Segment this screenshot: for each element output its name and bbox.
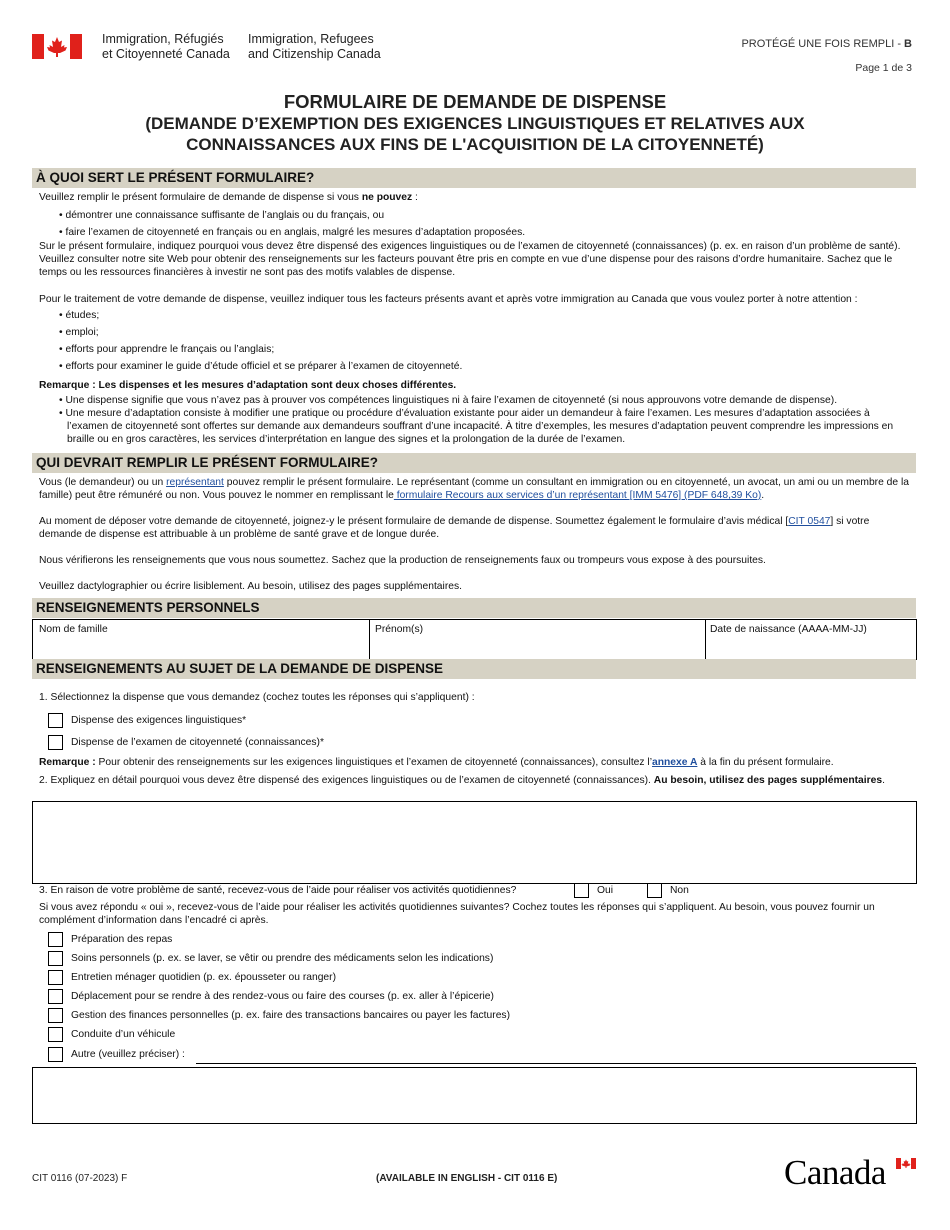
checkbox-activity-travel[interactable] (48, 989, 63, 1004)
checkbox-knowledge-exemption[interactable] (48, 735, 63, 750)
label-activity: Préparation des repas (71, 934, 173, 945)
purpose-bullet: • démontrer une connaissance suffisante de l’anglais ou du français, ou (59, 210, 385, 221)
protected-designation (741, 38, 912, 51)
label-activity: Gestion des finances personnelles (p. ex. faire des transactions bancaires ou payer les factures) (71, 1010, 510, 1021)
canada-wordmark (784, 1153, 918, 1193)
form-code: CIT 0116 (07-2023) F (32, 1173, 128, 1184)
dob-cell[interactable] (705, 620, 916, 659)
representative-link[interactable]: représentant (166, 477, 224, 488)
who-content (39, 476, 911, 593)
checkbox-language-exemption[interactable] (48, 713, 63, 728)
section-header-request: RENSEIGNEMENTS AU SUJET DE LA DEMANDE DE DISPENSE (32, 659, 916, 679)
checkbox-activity-other[interactable] (48, 1047, 63, 1062)
protected-label: PROTÉGÉ UNE FOIS REMPLI - (741, 38, 905, 50)
purpose-factor: • emploi; (59, 327, 99, 338)
family-name-input[interactable] (39, 640, 359, 656)
checkbox-yes[interactable] (574, 883, 589, 898)
cit0547-link[interactable]: CIT 0547 (788, 516, 831, 527)
label-activity: Conduite d’un véhicule (71, 1029, 176, 1040)
label-knowledge-exemption: Dispense de l’examen de citoyenneté (connaissances)* (71, 737, 324, 748)
purpose-paragraph-1: Sur le présent formulaire, indiquez pourquoi vous devez être dispensé des exigences linguistiques ou de l’examen de citoyenneté (connaissances) (p. ex. en raison d’un problème de santé). Veuillez consulter notre site Web pour obtenir des renseignements sur les facteurs pouvant être pris en compte en vue d’une dispense pour des raisons d’ordre humanitaire. Sachez que le temps ou les ressources financières à investir ne sont pas des motifs valables de dispense. (39, 241, 901, 278)
purpose-remark-bullet: • Une dispense signifie que vous n’avez pas à prouver vos compétences linguistiques ni à faire l’examen de citoyenneté (si nous approuvons votre demande de dispense). (59, 395, 838, 406)
who-paragraph-4: Veuillez dactylographier ou écrire lisiblement. Au besoin, utilisez des pages supplémentaires. (39, 581, 462, 592)
checkbox-activity-driving[interactable] (48, 1027, 63, 1042)
section-header-personal: RENSEIGNEMENTS PERSONNELS (32, 598, 916, 618)
question-1: 1. Sélectionnez la dispense que vous demandez (cochez toutes les réponses qui s’appliquent) : (39, 692, 475, 703)
wordmark-flag-icon (896, 1158, 916, 1169)
purpose-paragraph-2: Pour le traitement de votre demande de dispense, veuillez indiquer tous les facteurs présents avant et après votre immigration au Canada que vous voulez porter à notre attention : (39, 294, 858, 305)
who-paragraph-2: Au moment de déposer votre demande de citoyenneté, joignez-y le présent formulaire de demande de dispense. Soumettez également le formulaire d’avis médical [CIT 0547] si votre demande de dispense est attribuable à un problème de santé grave et de longue durée. (39, 516, 870, 540)
additional-details-textarea[interactable] (32, 1067, 917, 1124)
family-name-label: Nom de famille (39, 624, 108, 635)
label-activity-other: Autre (veuillez préciser) : (71, 1049, 185, 1060)
dept-name-en-line1: Immigration, Refugees (248, 32, 374, 46)
label-activity: Entretien ménager quotidien (p. ex. épousseter ou ranger) (71, 972, 337, 983)
purpose-remark-bullet: • Une mesure d’adaptation consiste à modifier une pratique ou procédure d’évaluation existante pour aider un demandeur à faire l’examen. Les mesures d’adaptation associées à l’examen de citoyenneté sont offertes sur demande aux demandeurs souffrant d’une incapacité. À titre d’exemples, les mesures d’adaptation peuvent comprendre les impressions en braille ou en gros caractères, les services d’interprétation en langue des signes et la prolongation de la durée de l’examen. (59, 408, 894, 445)
label-activity: Déplacement pour se rendre à des rendez-vous ou faire des courses (p. ex. aller à l’épicerie) (71, 991, 494, 1002)
purpose-intro: Veuillez remplir le présent formulaire de demande de dispense si vous ne pouvez : (39, 192, 418, 203)
label-activity: Soins personnels (p. ex. se laver, se vêtir ou prendre des médicaments selon les indications) (71, 953, 494, 964)
protected-level: B (904, 38, 912, 50)
form-title (0, 91, 950, 155)
page-number: Page 1 de 3 (855, 62, 912, 74)
personal-info-table (32, 619, 917, 660)
purpose-content (39, 191, 911, 446)
dept-name-fr-line2: et Citoyenneté Canada (102, 47, 230, 61)
dept-name-en-line2: and Citizenship Canada (248, 47, 381, 61)
annex-a-link[interactable]: annexe A (652, 757, 698, 768)
available-in-english: (AVAILABLE IN ENGLISH - CIT 0116 E) (376, 1173, 558, 1184)
purpose-remark: Remarque : Les dispenses et les mesures d’adaptation sont deux choses différentes. (39, 380, 457, 391)
imm5476-link[interactable]: formulaire Recours aux services d’un représentant [IMM 5476] (PDF 648,39 Ko) (393, 490, 762, 501)
given-name-input[interactable] (375, 640, 695, 656)
government-signature (32, 32, 392, 64)
checkbox-activity-finances[interactable] (48, 1008, 63, 1023)
checkbox-activity-personal-care[interactable] (48, 951, 63, 966)
explanation-textarea[interactable] (32, 801, 917, 884)
checkbox-no[interactable] (647, 883, 662, 898)
canada-flag-icon (32, 34, 82, 59)
form-title-line2: (DEMANDE D’EXEMPTION DES EXIGENCES LINGUISTIQUES ET RELATIVES AUX (145, 114, 805, 133)
other-activity-input[interactable] (196, 1048, 916, 1064)
given-name-cell[interactable] (369, 620, 706, 659)
request-remark: Remarque : Pour obtenir des renseignements sur les exigences linguistiques et l’examen de citoyenneté (connaissances), consultez l’annexe A à la fin du présent formulaire. (39, 757, 834, 768)
purpose-factor: • efforts pour examiner le guide d’étude officiel et se préparer à l’examen de citoyenneté. (59, 361, 463, 372)
section-header-who: QUI DEVRAIT REMPLIR LE PRÉSENT FORMULAIRE? (32, 453, 916, 473)
question-3: 3. En raison de votre problème de santé, recevez-vous de l’aide pour réaliser vos activités quotidiennes? (39, 885, 517, 896)
question-2: 2. Expliquez en détail pourquoi vous devez être dispensé des exigences linguistiques ou de l’examen de citoyenneté (connaissances). Au besoin, utilisez des pages supplémentaires. (39, 775, 885, 786)
given-name-label: Prénom(s) (375, 624, 424, 635)
who-paragraph-1: Vous (le demandeur) ou un représentant pouvez remplir le présent formulaire. Le représentant (comme un consultant en immigration ou en citoyenneté, un avocat, un ami ou un membre de la famille) peut être rémunéré ou non. Vous pouvez le nommer en remplissant le formulaire Recours aux services d’un représentant [IMM 5476] (PDF 648,39 Ko). (39, 477, 910, 501)
question-3-followup: Si vous avez répondu « oui », recevez-vous de l’aide pour réaliser les activités quotidiennes suivantes? Cochez toutes les réponses qui s’appliquent. Au besoin, vous pouvez fournir un complément d’information dans l’encadré ci après. (39, 902, 875, 926)
checkbox-activity-housekeeping[interactable] (48, 970, 63, 985)
label-language-exemption: Dispense des exigences linguistiques* (71, 715, 247, 726)
form-title-line3: CONNAISSANCES AUX FINS DE L'ACQUISITION DE LA CITOYENNETÉ) (186, 135, 764, 154)
form-title-line1: FORMULAIRE DE DEMANDE DE DISPENSE (283, 91, 667, 112)
purpose-factor: • études; (59, 310, 100, 321)
checkbox-activity-meals[interactable] (48, 932, 63, 947)
dob-label: Date de naissance (AAAA-MM-JJ) (710, 624, 867, 635)
label-no: Non (670, 885, 689, 896)
section-header-purpose: À QUOI SERT LE PRÉSENT FORMULAIRE? (32, 168, 916, 188)
purpose-bullet: • faire l’examen de citoyenneté en français ou en anglais, malgré les mesures d’adaptation proposées. (59, 227, 526, 238)
label-yes: Oui (597, 885, 614, 896)
canada-wordmark-text: Canada (784, 1153, 886, 1192)
family-name-cell[interactable] (33, 620, 370, 659)
who-paragraph-3: Nous vérifierons les renseignements que vous nous soumettez. Sachez que la production de renseignements faux ou trompeurs vous expose à des poursuites. (39, 555, 766, 566)
dept-name-fr-line1: Immigration, Réfugiés (102, 32, 224, 46)
dob-input[interactable] (710, 640, 910, 656)
purpose-factor: • efforts pour apprendre le français ou l’anglais; (59, 344, 275, 355)
